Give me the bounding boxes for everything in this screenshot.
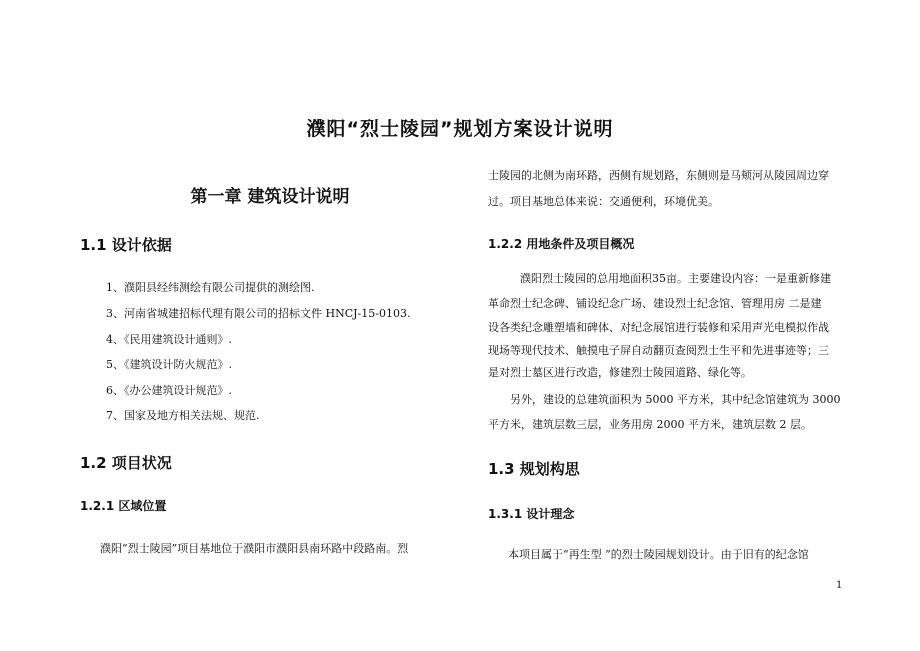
paragraph-line: 平方米，建筑层数三层，业务用房 2000 平方米，建筑层数 2 层。 bbox=[488, 418, 812, 431]
basis-list-item: 1、濮阳县经纬测绘有限公司提供的测绘图. bbox=[106, 281, 315, 294]
chapter-title: 第一章 建筑设计说明 bbox=[190, 187, 350, 207]
location-paragraph: 濮阳“烈士陵园”项目基地位于濮阳市濮阳县南环路中段路南。烈 bbox=[100, 542, 409, 555]
section-heading-1-3: 1.3 规划构思 bbox=[488, 460, 580, 478]
section-heading-1-1: 1.1 设计依据 bbox=[80, 236, 172, 254]
subsection-heading-1-3-1: 1.3.1 设计理念 bbox=[488, 507, 575, 521]
basis-list-item: 7、国家及地方相关法规、规范. bbox=[106, 409, 260, 422]
section-heading-1-2: 1.2 项目状况 bbox=[80, 454, 172, 472]
paragraph-line: 现场等现代技术、触摸电子屏自动翻页查阅烈士生平和先进事迹等；三 bbox=[488, 344, 829, 357]
subsection-heading-1-2-2: 1.2.2 用地条件及项目概况 bbox=[488, 237, 635, 251]
paragraph-line: 革命烈士纪念碑、铺设纪念广场、建设烈士纪念馆、管理用房 二是建 bbox=[488, 297, 822, 310]
basis-list-item: 3、河南省城建招标代理有限公司的招标文件 HNCJ-15-0103. bbox=[106, 307, 411, 320]
document-title: 濮阳“烈士陵园”规划方案设计说明 bbox=[306, 118, 614, 140]
design-concept-paragraph: 本项目属于“再生型 ”的烈士陵园规划设计。由于旧有的纪念馆 bbox=[508, 548, 809, 561]
basis-list-item: 4、《民用建筑设计通则》. bbox=[106, 333, 232, 346]
subsection-heading-1-2-1: 1.2.1 区域位置 bbox=[80, 499, 167, 513]
paragraph-line: 是对烈士墓区进行改造，修建烈士陵园道路、绿化等。 bbox=[488, 366, 752, 379]
basis-list-item: 6、《办公建筑设计规范》. bbox=[106, 384, 232, 397]
paragraph-line: 士陵园的北侧为南环路，西侧有规划路，东侧则是马颊河从陵园周边穿 bbox=[488, 169, 829, 182]
paragraph-line: 另外，建设的总建筑面积为 5000 平方米，其中纪念馆建筑为 3000 bbox=[510, 393, 841, 406]
basis-list-item: 5、《建筑设计防火规范》. bbox=[106, 358, 232, 371]
paragraph-line: 濮阳烈士陵园的总用地面积35亩。主要建设内容：一是重新修建 bbox=[520, 272, 831, 285]
paragraph-line: 设各类纪念雕塑墙和碑体、对纪念展馆进行装修和采用声光电模拟作战 bbox=[488, 321, 829, 334]
page-number: 1 bbox=[836, 580, 843, 591]
paragraph-line: 过。项目基地总体来说：交通便利，环境优美。 bbox=[488, 195, 719, 208]
